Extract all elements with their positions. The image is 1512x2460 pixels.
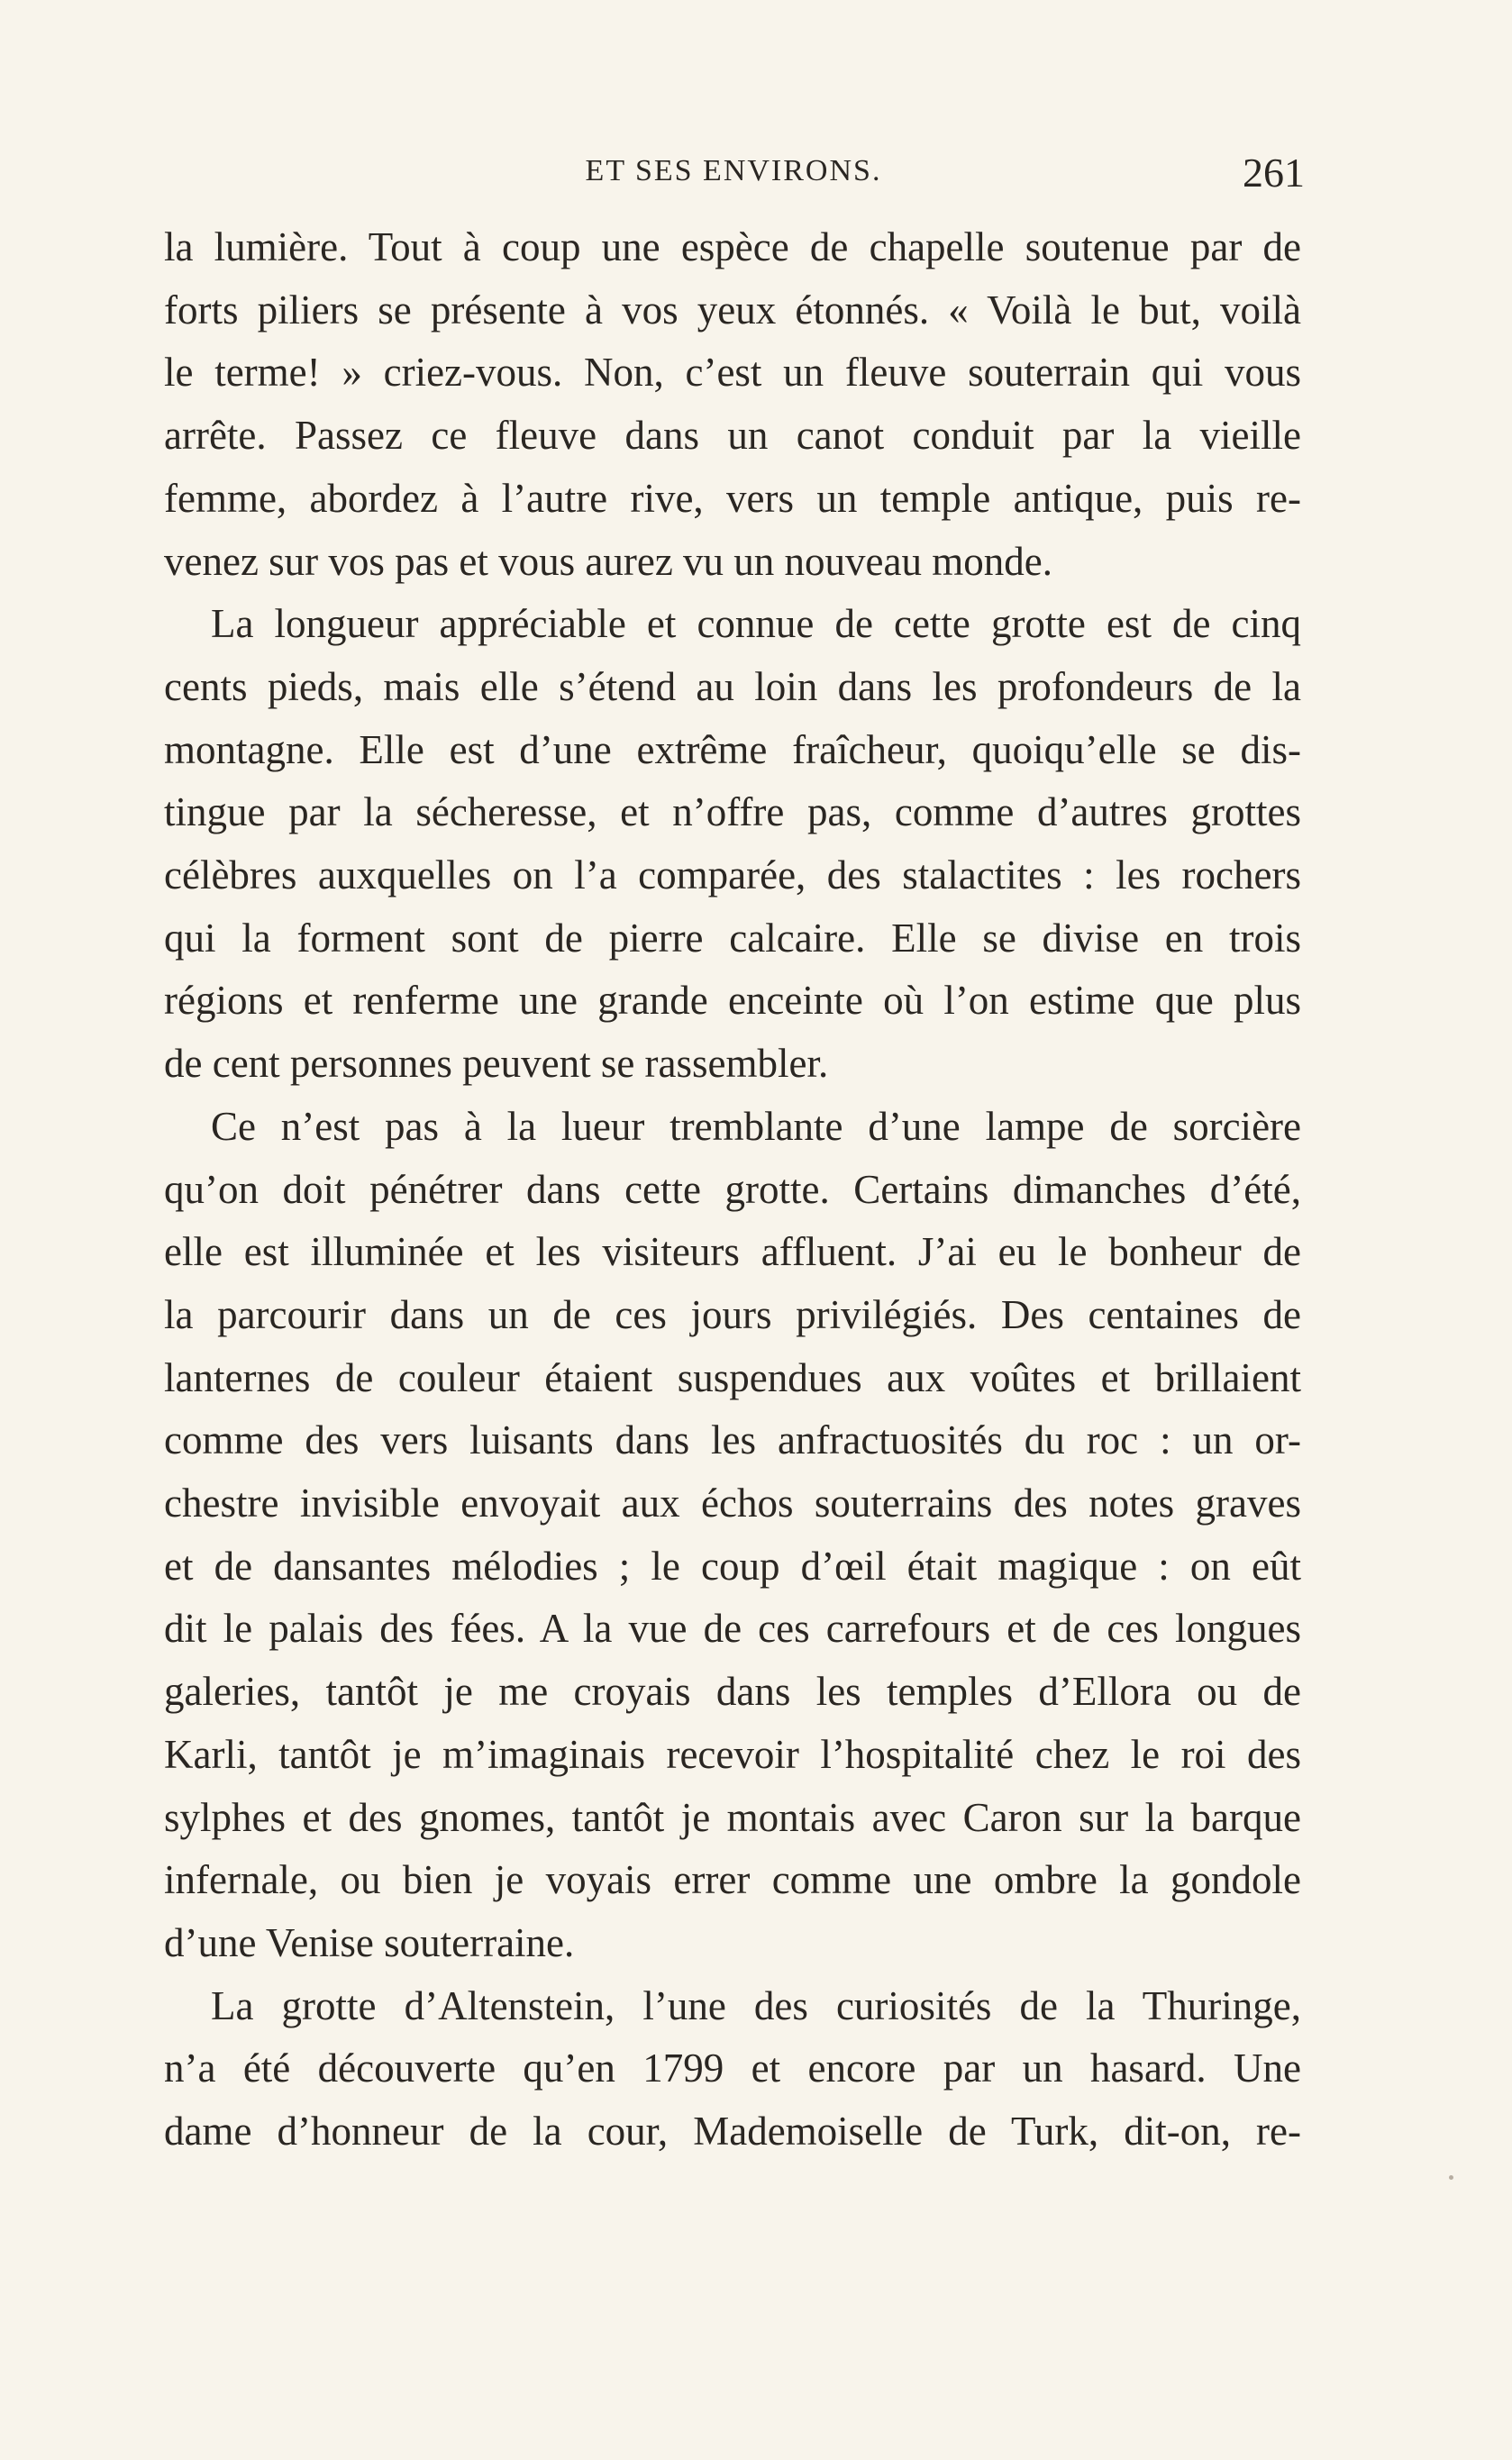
text-line: qui la forment sont de pierre calcaire. Elle se divise en trois	[164, 915, 1301, 961]
text-line: La longueur appréciable et connue de cette grotte est de cinq	[211, 601, 1301, 647]
text-line: de cent personnes peuvent se rassembler.	[164, 1041, 829, 1087]
text-line: dame d’honneur de la cour, Mademoiselle de Turk, dit-on, re-	[164, 2109, 1301, 2155]
text-line: n’a été découverte qu’en 1799 et encore par un hasard. Une	[164, 2045, 1301, 2091]
text-line: chestre invisible envoyait aux échos souterrains des notes graves	[164, 1481, 1301, 1526]
text-line: tingue par la sécheresse, et n’offre pas, comme d’autres grottes	[164, 789, 1301, 835]
text-line: galeries, tantôt je me croyais dans les temples d’Ellora ou de	[164, 1669, 1301, 1715]
text-line: infernale, ou bien je voyais errer comme une ombre la gondole	[164, 1857, 1301, 1903]
text-line: venez sur vos pas et vous aurez vu un nouveau monde.	[164, 538, 1052, 584]
text-line: montagne. Elle est d’une extrême fraîcheur, quoiqu’elle se dis-	[164, 726, 1301, 772]
text-line: arrête. Passez ce fleuve dans un canot conduit par la vieille	[164, 413, 1301, 459]
paragraph	[164, 593, 1301, 1096]
paragraph	[164, 1096, 1301, 1975]
text-line: le terme! » criez-vous. Non, c’est un fleuve souterrain qui vous	[164, 350, 1301, 396]
text-line: Ce n’est pas à la lueur tremblante d’une lampe de sorcière	[211, 1103, 1301, 1149]
paragraph	[164, 216, 1301, 593]
running-head	[162, 149, 1305, 203]
text-line: lanternes de couleur étaient suspendues aux voûtes et brillaient	[164, 1354, 1301, 1400]
text-line: dit le palais des fées. A la vue de ces carrefours et de ces longues	[164, 1606, 1301, 1652]
paragraph	[164, 1975, 1301, 2164]
text-line: régions et renferme une grande enceinte où l’on estime que plus	[164, 978, 1301, 1024]
text-line: Karli, tantôt je m’imaginais recevoir l’hospitalité chez le roi des	[164, 1731, 1301, 1777]
text-line: femme, abordez à l’autre rive, vers un temple antique, puis re-	[164, 475, 1301, 521]
text-line: sylphes et des gnomes, tantôt je montais avec Caron sur la barque	[164, 1794, 1301, 1840]
text-line: et de dansantes mélodies ; le coup d’œil était magique : on eût	[164, 1543, 1301, 1589]
text-line: comme des vers luisants dans les anfractuosités du roc : un or-	[164, 1417, 1301, 1463]
ink-speck	[1449, 2175, 1453, 2180]
text-line: d’une Venise souterraine.	[164, 1919, 575, 1965]
text-line: La grotte d’Altenstein, l’une des curiosités de la Thuringe,	[211, 1982, 1301, 2028]
text-line: cents pieds, mais elle s’étend au loin dans les profondeurs de la	[164, 663, 1301, 709]
text-line: forts piliers se présente à vos yeux étonnés. « Voilà le but, voilà	[164, 287, 1301, 333]
body-text	[164, 216, 1301, 2164]
text-line: célèbres auxquelles on l’a comparée, des stalactites : les rochers	[164, 852, 1301, 898]
running-title: ET SES ENVIRONS.	[585, 154, 882, 187]
text-line: elle est illuminée et les visiteurs affluent. J’ai eu le bonheur de	[164, 1229, 1301, 1275]
text-line: la parcourir dans un de ces jours privilégiés. Des centaines de	[164, 1291, 1301, 1337]
page-number: 261	[1243, 150, 1305, 196]
text-line: la lumière. Tout à coup une espèce de chapelle soutenue par de	[164, 224, 1301, 269]
text-line: qu’on doit pénétrer dans cette grotte. Certains dimanches d’été,	[164, 1166, 1301, 1212]
